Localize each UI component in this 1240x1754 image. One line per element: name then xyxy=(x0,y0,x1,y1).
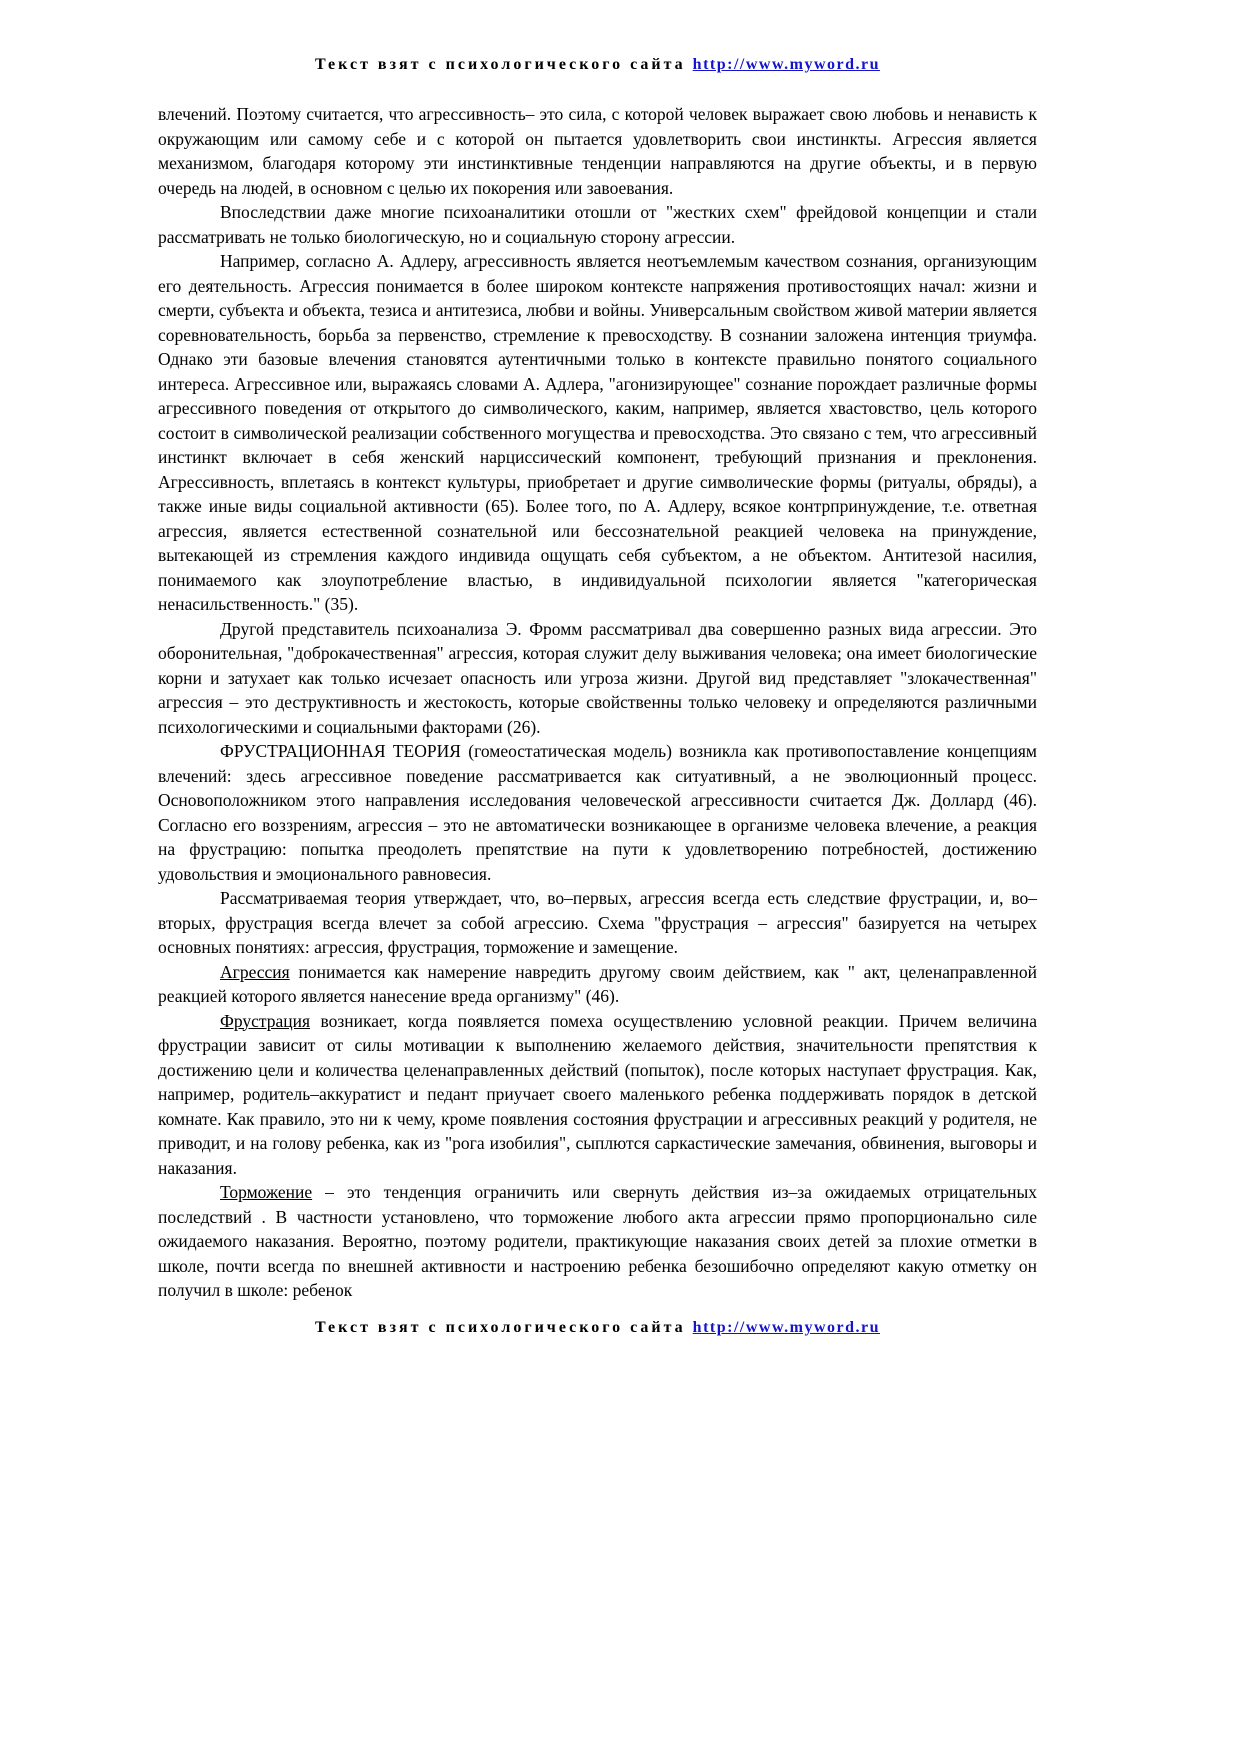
paragraph-lead-term: Торможение xyxy=(220,1182,313,1202)
footer-site-line xyxy=(158,1319,1037,1337)
header-site-text: Текст взят с психологического сайта xyxy=(314,56,686,73)
paragraph-lead-term: Фрустрация xyxy=(220,1010,311,1031)
paragraph: Фрустрация возникает, когда появляется помеха осуществлению условной реакции. Причем величина фрустрации зависит от силы мотивации к выполнению желаемого действия, значительности препятствия к достижению цели и количества целенаправленных действий (попыток), после которых наступает фрустрация. Как, например, родитель–аккуратист и педант приучает своего маленького ребенка поддерживать порядок в детской комнате. Как правило, это ни к чему, кроме появления состояния фрустрации и агрессивных реакций у родителя, не приводит, и на голову ребенка, как из "рога изобилия", сыплются саркастические замечания, обвинения, выговоры и наказания. xyxy=(158,1010,1037,1178)
paragraph: влечений. Поэтому считается, что агрессивность– это сила, с которой человек выражает свою любовь и ненависть к окружающим или самому себе и с которой он пытается удовлетворить свои инстинкты. Агрессия является механизмом, благодаря которому эти инстинктивные тенденции направляются на другие объекты, и в первую очередь на людей, в основном с целью их покорения или завоевания. xyxy=(158,104,1037,198)
paragraph: Агрессия понимается как намерение навредить другому своим действием, как " акт, целенаправленной реакцией которого является нанесение вреда организму" (46). xyxy=(158,961,1037,1006)
paragraph: Рассматриваемая теория утверждает, что, во–первых, агрессия всегда есть следствие фрустрации, и, во–вторых, фрустрация всегда влечет за собой агрессию. Схема "фрустрация – агрессия" базируется на четырех основных понятиях: агрессия, фрустрация, торможение и замещение. xyxy=(158,888,1037,957)
footer-myword-link[interactable]: http://www.myword.ru xyxy=(692,1318,881,1336)
paragraph: Другой представитель психоанализа Э. Фромм рассматривал два совершенно разных вида агрессии. Это оборонительная, "доброкачественная" агрессия, которая служит делу выживания человека; она имеет биологические корни и затухает как только исчезает опасность или угроза жизни. Другой вид представляет "злокачественная" агрессия – это деструктивность и жестокость, которые свойственны только человеку и определяются различными психологическими и социальными факторами (26). xyxy=(158,618,1037,737)
header-myword-link[interactable]: http://www.myword.ru xyxy=(692,56,881,73)
paragraph: ФРУСТРАЦИОННАЯ ТЕОРИЯ (гомеостатическая модель) возникла как противопоставление концепциям влечений: здесь агрессивное поведение рассматривается как ситуативный, а не эволюционный процесс. Основоположником этого направления исследования человеческой агрессивности считается Дж. Доллард (46). Согласно его воззрениям, агрессия – это не автоматически возникающее в организме человека влечение, а реакция на фрустрацию: попытка преодолеть препятствие на пути к удовлетворению потребностей, достижению удовольствия и эмоционального равновесия. xyxy=(158,741,1037,884)
paragraph: Торможение – это тенденция ограничить или свернуть действия из–за ожидаемых отрицательных последствий . В частности установлено, что торможение любого акта агрессии прямо пропорционально силе ожидаемого наказания. Вероятно, поэтому родители, практикующие наказания своих детей за плохие отметки в школе, почти всегда по внешней активности и настроению ребенка безошибочно определяют какую отметку он получил в школе: ребенок xyxy=(158,1182,1037,1300)
paragraph-lead-term: Агрессия xyxy=(220,961,290,982)
paragraph: Впоследствии даже многие психоаналитики отошли от "жестких схем" фрейдовой концепции и стали рассматривать не только биологическую, но и социальную сторону агрессии. xyxy=(158,202,1037,247)
header-site-line xyxy=(158,56,1037,74)
footer-site-text: Текст взят с психологического сайта xyxy=(314,1318,686,1336)
paragraph: Например, согласно А. Адлеру, агрессивность является неотъемлемым качеством сознания, организующим его деятельность. Агрессия понимается в более широком контексте напряжения противостоящих начал: жизни и смерти, субъекта и объекта, тезиса и антитезиса, любви и войны. Универсальным свойством живой материи является соревновательность, борьба за первенство, стремление к превосходству. В сознании заложена интенция триумфа. Однако эти базовые влечения становятся аутентичными только в контексте правильно понятого социального интереса. Агрессивное или, выражаясь словами А. Адлера, "агонизирующее" сознание порождает различные формы агрессивного поведения от открытого до символического, каким, например, является хвастовство, цель которого состоит в символической реализации собственного могущества и превосходства. Это связано с тем, что агрессивный инстинкт включает в себя женский нарциссический компонент, требующий признания и преклонения. Агрессивность, вплетаясь в контекст культуры, приобретает и другие символические формы (ритуалы, обряды), а также иные виды социальной активности (65). Более того, по А. Адлеру, всякое контрпринуждение, т.е. ответная агрессия, является естественной сознательной или бессознательной реакцией человека на принуждение, вытекающей из стремления каждого индивида ощущать себя субъектом, а не объектом. Антитезой насилия, понимаемого как злоупотребление властью, в индивидуальной психологии является "категорическая ненасильственность." (35). xyxy=(158,251,1037,614)
document-body xyxy=(158,102,1037,1303)
